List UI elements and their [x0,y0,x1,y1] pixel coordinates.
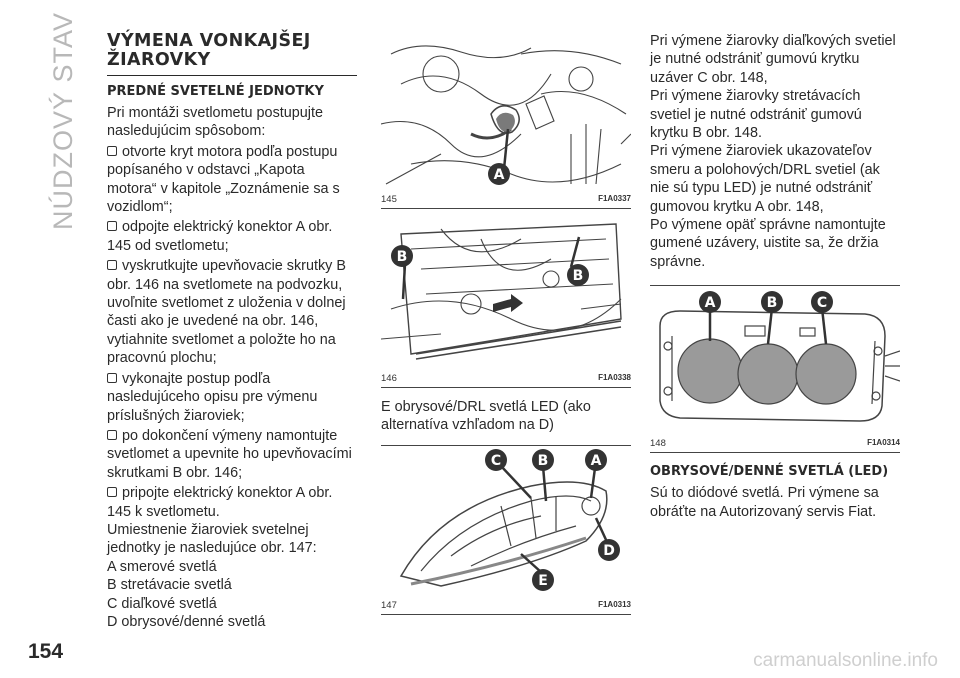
paragraph: Po výmene opäť správne namontujte gumené uzávery, uistite sa, že držia správne. [650,217,886,270]
paragraph: Pri výmene žiarovky stretávacích svetiel je nutné odstrániť gumovú krytku B obr. 148. [650,88,862,142]
left-column [107,32,357,631]
section-title: VÝMENA VONKAJŠEJ ŽIAROVKY [107,31,311,70]
callout-c: C [490,452,502,469]
checkbox-bullet-icon [107,373,117,383]
headlamp-mounting-illustration [381,209,631,371]
callout-a: A [493,167,505,183]
callout-d: D [603,542,615,559]
legend-item: B stretávacie svetlá [107,577,232,594]
paragraph: Sú to diódové svetlá. Pri výmene sa obráťte na Autorizovaný servis Fiat. [650,485,879,520]
headlamp-rear-illustration [650,286,900,436]
list-item: vyskrutkujte upevňovacie skrutky B obr. 146 na svetlomete na podvozku, uvoľnite svetlomet z uloženia v dolnej časti ako je uvedené na obr. 146, vytiahnite svetlomet a položte ho na pracovnú plochu; [107,258,346,367]
figure-number: 146 [381,373,397,384]
checkbox-bullet-icon [107,221,117,231]
right-column [650,32,900,521]
checkbox-bullet-icon [107,487,117,497]
figure-caption [381,371,631,387]
figure-number: 145 [381,194,397,205]
list-item: vykonajte postup podľa nasledujúceho opisu pre výmenu príslušných žiaroviek; [107,370,318,424]
engine-bay-illustration [381,34,631,192]
callout-a: A [704,295,716,312]
figure-code: F1A0314 [867,438,900,448]
callout-a: A [590,452,602,469]
figure-146 [381,209,631,388]
figure-caption [650,436,900,452]
checkbox-bullet-icon [107,146,117,156]
callout-b: B [396,249,408,265]
subsection-title: OBRYSOVÉ/DENNÉ SVETLÁ (LED) [650,464,889,480]
legend-item: D obrysové/denné svetlá [107,613,266,630]
checkbox-bullet-icon [107,260,117,270]
figure-147 [381,445,631,615]
figure-caption [381,598,631,614]
middle-column [381,34,631,615]
paragraph: Pri výmene žiaroviek ukazovateľov smeru a polohových/DRL svetiel (ak nie sú typu LED) je nutné odstrániť gumovou krytku A obr. 148, [650,143,880,215]
figure-145 [381,34,631,209]
list-item: odpojte elektrický konektor A obr. 145 od svetlometu; [107,219,333,254]
figure-code: F1A0337 [598,194,631,203]
list-item: otvorte kryt motora podľa postupu popísaného v odstavci „Kapota motora“ v kapitole „Zoznámenie sa s vozidlom“; [107,143,340,216]
callout-c: C [816,295,828,312]
figure-number: 147 [381,599,397,611]
figure-code: F1A0313 [598,599,631,609]
page-number: 154 [28,640,64,663]
callout-b: B [766,295,778,312]
list-item: pripojte elektrický konektor A obr. 145 k svetlometu. [107,485,333,520]
watermark: carmanualsonline.info [753,650,938,671]
paragraph: Pri výmene žiarovky diaľkových svetiel je nutné odstrániť gumovú krytku uzáver C obr. 148, [650,33,896,86]
legend-item: C diaľkové svetlá [107,595,217,612]
title-rule [107,75,357,76]
list-item: po dokončení výmeny namontujte svetlomet a upevnite ho upevňovacími skrutkami B obr. 146; [107,427,352,481]
drl-led-text: E obrysové/DRL svetlá LED (ako alternatíva vzhľadom na D) [381,399,591,434]
figure-148 [650,285,900,453]
intro-text: Pri montáži svetlometu postupujte nasledujúcim spôsobom: [107,105,323,140]
callout-b: B [572,268,584,284]
section-side-tab: NÚDZOVÝ STAV [48,11,78,230]
callout-b: B [537,452,549,469]
headlamp-front-illustration [381,446,631,598]
figure-number: 148 [650,438,666,450]
checkbox-bullet-icon [107,430,117,440]
legend-item: A smerové svetlá [107,558,217,575]
figure-code: F1A0338 [598,373,631,382]
subsection-title: PREDNÉ SVETELNÉ JEDNOTKY [107,84,324,99]
callout-e: E [538,572,548,589]
figure-caption [381,192,631,208]
legend-intro: Umiestnenie žiaroviek svetelnej jednotky je nasledujúce obr. 147: [107,521,317,557]
